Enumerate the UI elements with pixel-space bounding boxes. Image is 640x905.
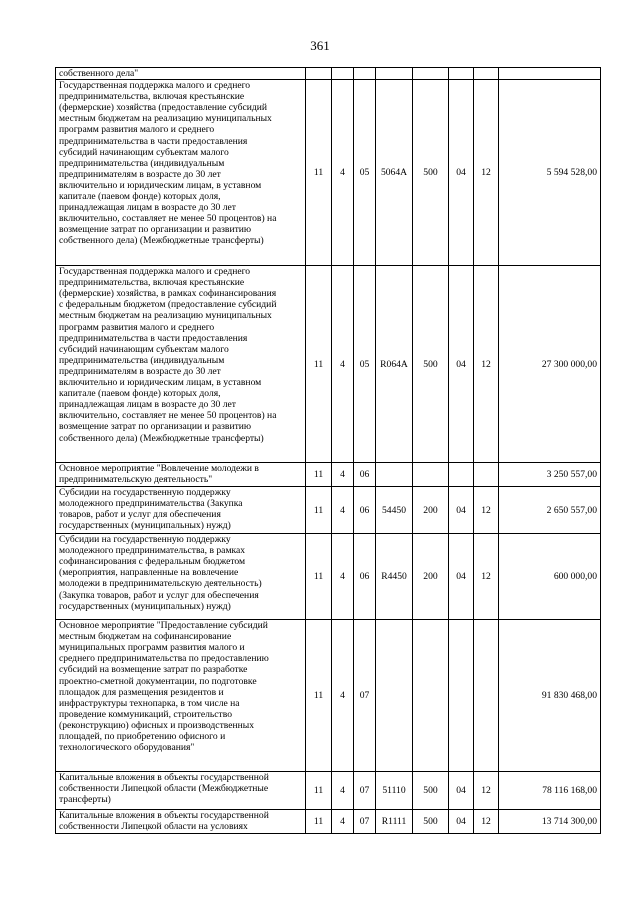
row-description: собственного дела" [56,68,306,80]
amount-cell: 27 300 000,00 [499,266,601,463]
table-row [56,80,601,266]
expense-type-cell: 500 [413,266,449,463]
subprogram-code-cell [332,68,354,80]
direction-code-cell: 5064A [376,80,413,266]
row-description: Государственная поддержка малого и среднего предпринимательства, включая крестьянские (фермерские) хозяйства, в рамках софинансирования с федеральным бюджетом (предоставление субсидий местным бюджетам на реализацию муниципальных программ развития малого и среднего предпринимательства в части предоставления субсидий начинающим субъектам малого предпринимательства (индивидуальным предпринимателям в возрасте до 30 лет включительно и юридическим лицам, в уставном капитале (паевом фонде) которых доля, принадлежащая лицам в возрасте до 30 лет включительно, составляет не менее 50 процентов) на возмещение затрат по организации и развитию собственного дела) (Межбюджетные трансферты) [56,266,306,463]
program-code-cell [306,68,332,80]
expense-type-cell: 500 [413,810,449,834]
direction-code-cell: R1111 [376,810,413,834]
subprogram-code-cell: 4 [332,487,354,534]
activity-code-cell: 05 [354,80,376,266]
direction-code-cell: 54450 [376,487,413,534]
table-row [56,620,601,772]
subprogram-code-cell: 4 [332,534,354,620]
subsection-code-cell: 12 [474,487,499,534]
activity-code-cell: 06 [354,487,376,534]
page-number: 361 [310,38,330,53]
activity-code-cell: 07 [354,772,376,810]
direction-code-cell: R064A [376,266,413,463]
activity-code-cell: 06 [354,534,376,620]
expense-type-cell: 500 [413,772,449,810]
row-description: Субсидии на государственную поддержку молодежного предпринимательства, в рамках софинансирования с федеральным бюджетом (мероприятия, направленные на вовлечение молодежи в предпринимательскую деятельность) (Закупка товаров, работ и услуг для обеспечения государственных (муниципальных) нужд) [56,534,306,620]
table-row [56,266,601,463]
expense-type-cell [413,68,449,80]
amount-cell: 2 650 557,00 [499,487,601,534]
direction-code-cell [376,68,413,80]
subprogram-code-cell: 4 [332,463,354,487]
subsection-code-cell [474,620,499,772]
row-description: Субсидии на государственную поддержку молодежного предпринимательства (Закупка товаров, работ и услуг для обеспечения государственных (муниципальных) нужд) [56,487,306,534]
subsection-code-cell: 12 [474,534,499,620]
expense-type-cell: 200 [413,487,449,534]
subprogram-code-cell: 4 [332,80,354,266]
section-code-cell: 04 [449,487,474,534]
table-row [56,810,601,834]
section-code-cell [449,463,474,487]
row-description: Капитальные вложения в объекты государственной собственности Липецкой области на условиях [56,810,306,834]
expense-type-cell: 500 [413,80,449,266]
section-code-cell [449,68,474,80]
amount-cell: 78 116 168,00 [499,772,601,810]
subprogram-code-cell: 4 [332,772,354,810]
activity-code-cell: 07 [354,810,376,834]
subsection-code-cell [474,463,499,487]
amount-cell: 5 594 528,00 [499,80,601,266]
program-code-cell: 11 [306,620,332,772]
subsection-code-cell: 12 [474,772,499,810]
table-row [56,487,601,534]
program-code-cell: 11 [306,463,332,487]
subprogram-code-cell: 4 [332,810,354,834]
amount-cell [499,68,601,80]
section-code-cell: 04 [449,772,474,810]
program-code-cell: 11 [306,772,332,810]
section-code-cell: 04 [449,80,474,266]
section-code-cell [449,620,474,772]
program-code-cell: 11 [306,80,332,266]
table-row [56,463,601,487]
section-code-cell: 04 [449,266,474,463]
subprogram-code-cell: 4 [332,266,354,463]
activity-code-cell [354,68,376,80]
activity-code-cell: 07 [354,620,376,772]
table-row [56,68,601,80]
amount-cell: 91 830 468,00 [499,620,601,772]
amount-cell: 13 714 300,00 [499,810,601,834]
subsection-code-cell: 12 [474,266,499,463]
amount-cell: 3 250 557,00 [499,463,601,487]
subsection-code-cell [474,68,499,80]
program-code-cell: 11 [306,487,332,534]
direction-code-cell [376,463,413,487]
activity-code-cell: 06 [354,463,376,487]
program-code-cell: 11 [306,266,332,463]
row-description: Основное мероприятие "Предоставление субсидий местным бюджетам на софинансирование муниципальных программ развития малого и среднего предпринимательства по предоставлению субсидий на возмещение затрат по разработке проектно-сметной документации, по подготовке площадок для размещения резидентов и инфраструктуры технопарка, в том числе на проведение коммуникаций, строительство (реконструкцию) офисных и производственных площадей, по приобретению офисного и технологического оборудования" [56,620,306,772]
subsection-code-cell: 12 [474,810,499,834]
row-description: Государственная поддержка малого и среднего предпринимательства, включая крестьянские (фермерские) хозяйства (предоставление субсидий местным бюджетам на реализацию муниципальных программ развития малого и среднего предпринимательства в части предоставления субсидий начинающим субъектам малого предпринимательства (индивидуальным предпринимателям в возрасте до 30 лет включительно и юридическим лицам, в уставном капитале (паевом фонде) которых доля, принадлежащая лицам в возрасте до 30 лет включительно, составляет не менее 50 процентов) на возмещение затрат по организации и развитию собственного дела) (Межбюджетные трансферты) [56,80,306,266]
direction-code-cell: 51110 [376,772,413,810]
activity-code-cell: 05 [354,266,376,463]
direction-code-cell: R4450 [376,534,413,620]
direction-code-cell [376,620,413,772]
table-row [56,534,601,620]
amount-cell: 600 000,00 [499,534,601,620]
section-code-cell: 04 [449,534,474,620]
subprogram-code-cell: 4 [332,620,354,772]
table-row [56,772,601,810]
program-code-cell: 11 [306,534,332,620]
subsection-code-cell: 12 [474,80,499,266]
expense-type-cell: 200 [413,534,449,620]
budget-table [55,67,601,834]
expense-type-cell [413,620,449,772]
section-code-cell: 04 [449,810,474,834]
expense-type-cell [413,463,449,487]
row-description: Основное мероприятие "Вовлечение молодежи в предпринимательскую деятельность" [56,463,306,487]
program-code-cell: 11 [306,810,332,834]
row-description: Капитальные вложения в объекты государственной собственности Липецкой области (Межбюджетные трансферты) [56,772,306,810]
